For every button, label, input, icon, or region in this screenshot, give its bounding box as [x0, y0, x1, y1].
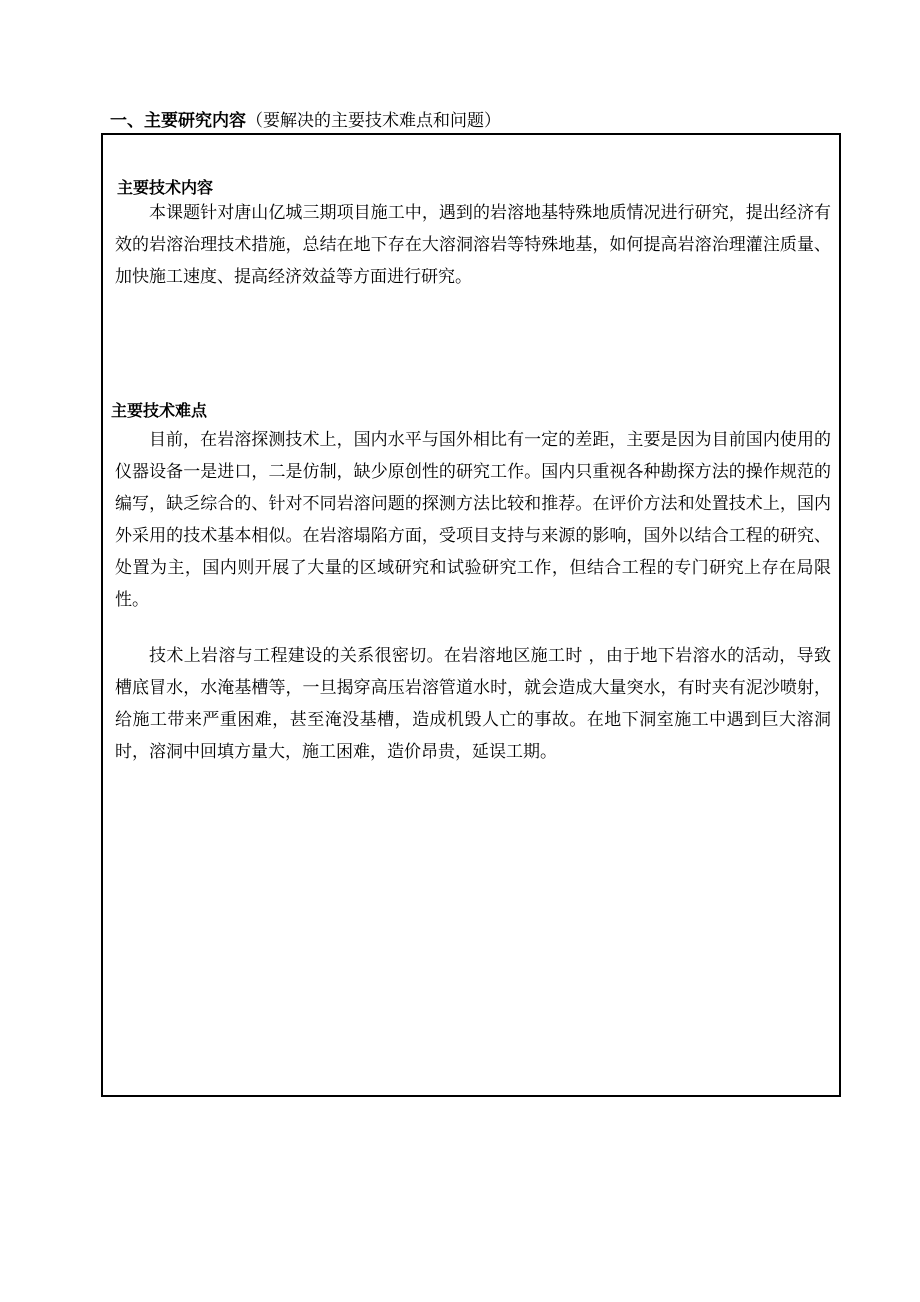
main-content-paragraph: 本课题针对唐山亿城三期项目施工中，遇到的岩溶地基特殊地质情况进行研究，提出经济有效的岩溶治理技术措施，总结在地下存在大溶洞溶岩等特殊地基，如何提高岩溶治理灌注质量、加快施工速度、提高经济效益等方面进行研究。 — [115, 203, 831, 287]
difficulties-paragraph-1: 目前，在岩溶探测技术上，国内水平与国外相比有一定的差距，主要是因为目前国内使用的仪器设备一是进口，二是仿制，缺少原创性的研究工作。国内只重视各种勘探方法的操作规范的编写，缺乏综合的、针对不同岩溶问题的探测方法比较和推荐。在评价方法和处置技术上，国内外采用的技术基本相似。在岩溶塌陷方面，受项目支持与来源的影响，国外以结合工程的研究、处置为主，国内则开展了大量的区域研究和试验研究工作，但结合工程的专门研究上存在局限性。 — [115, 430, 831, 610]
section-title: 一、主要研究内容 — [110, 111, 246, 131]
difficulties-paragraph-2: 技术上岩溶与工程建设的关系很密切。在岩溶地区施工时 ，由于地下岩溶水的活动，导致槽底冒水，水淹基槽等，一旦揭穿高压岩溶管道水时，就会造成大量突水，有时夹有泥沙喷射，给施工带来严重困难，甚至淹没基槽，造成机毁人亡的事故。在地下洞室施工中遇到巨大溶洞时，溶洞中回填方量大，施工困难，造价昂贵，延误工期。 — [115, 646, 831, 762]
section-heading — [110, 108, 501, 134]
difficulties-heading: 主要技术难点 — [111, 401, 208, 420]
section-note: （要解决的主要技术难点和问题） — [246, 111, 501, 131]
content-box — [101, 133, 841, 1097]
main-content-heading: 主要技术内容 — [117, 178, 214, 197]
